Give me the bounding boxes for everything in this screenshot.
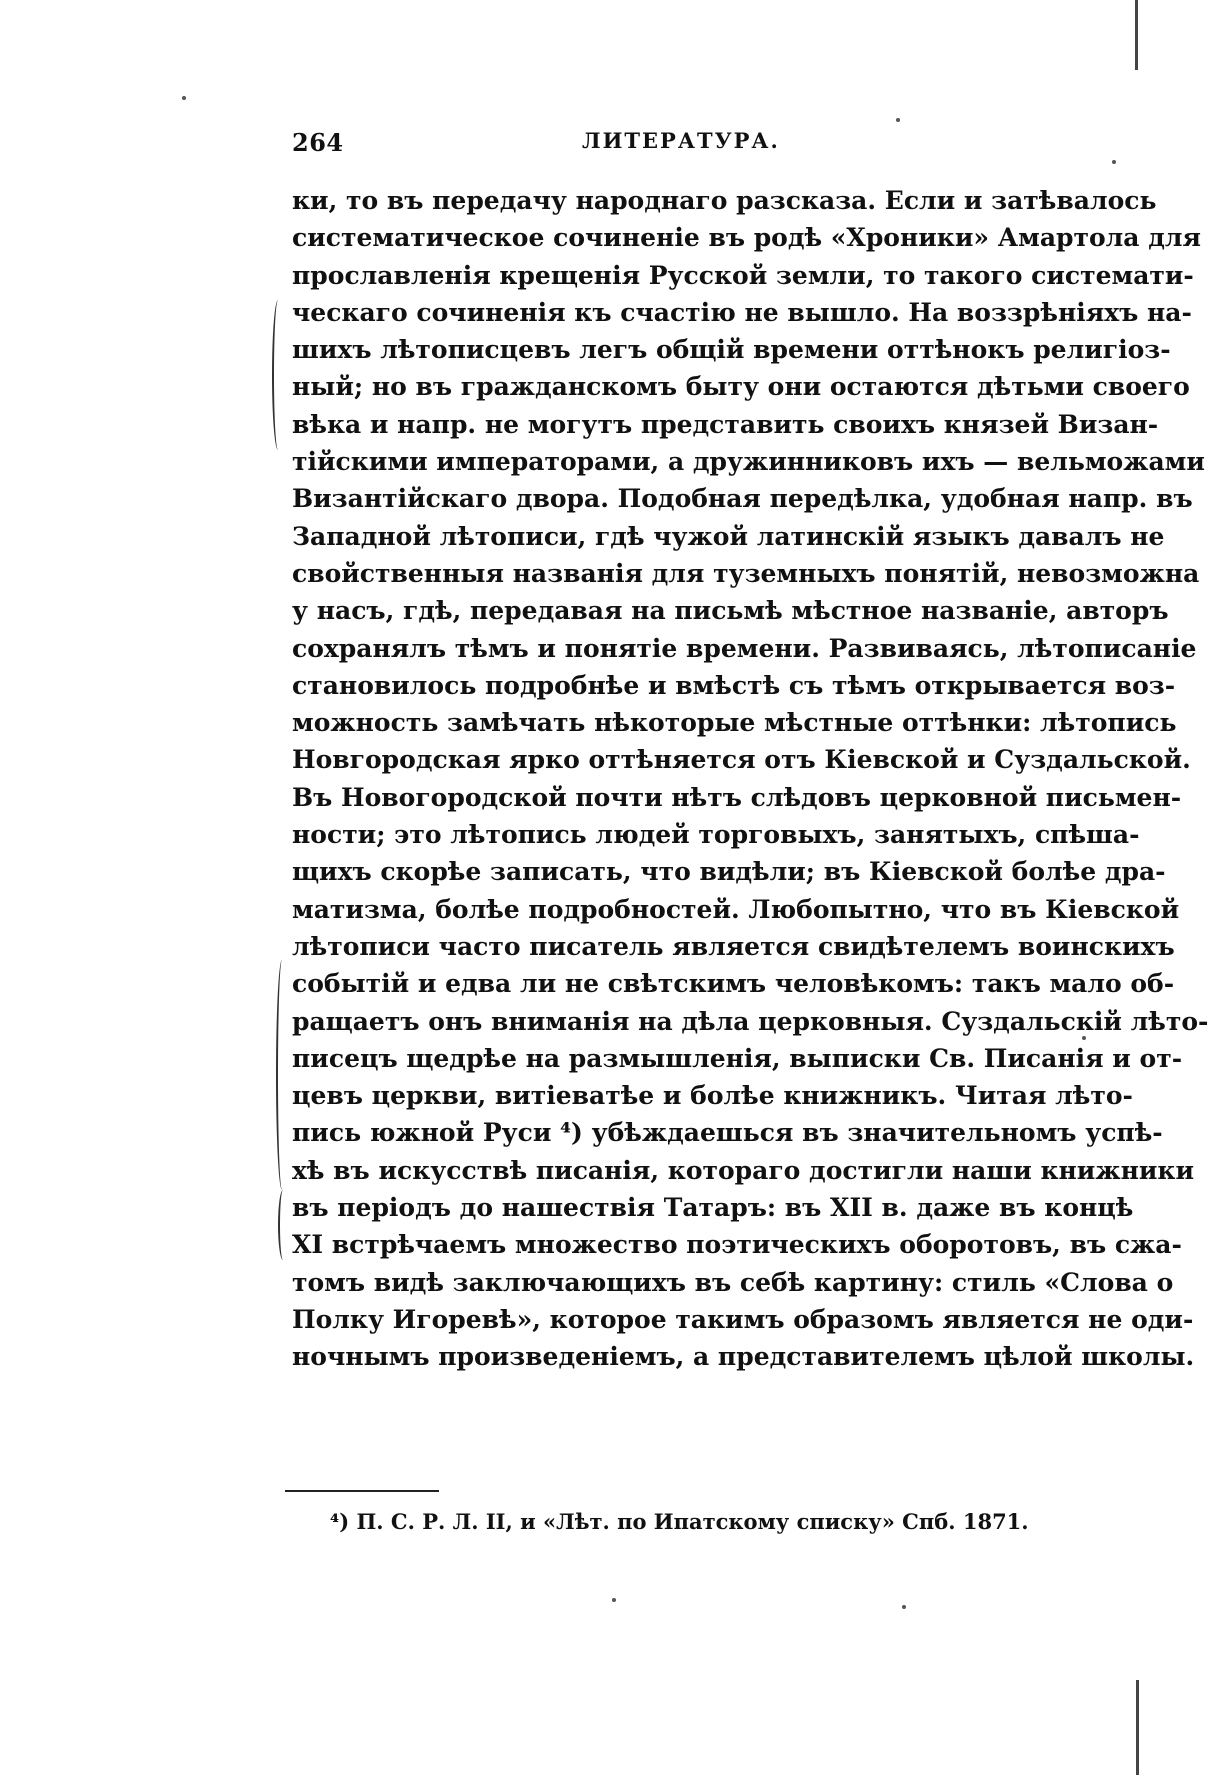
ink-speck [612,1598,616,1602]
text-line: вѣка и напр. не могутъ представить своихъ князей Визан- [292,409,1159,439]
footnote: ⁴) П. С. Р. Л. II, и «Лѣт. по Ипатскому списку» Спб. 1871. [330,1509,1029,1534]
text-line: Западной лѣтописи, гдѣ чужой латинскій языкъ давалъ не [292,521,1165,551]
text-line: у насъ, гдѣ, передавая на письмѣ мѣстное названіе, авторъ [292,596,1169,626]
body-text [292,182,1208,1376]
margin-bracket-mark [278,1190,288,1260]
text-line: томъ видѣ заключающихъ въ себѣ картину: стиль «Слова о [292,1267,1174,1297]
margin-bracket-mark [276,960,288,1190]
text-line: систематическое сочиненіе въ родѣ «Хроники» Амартола для [292,223,1201,253]
text-line: сохранялъ тѣмъ и понятіе времени. Развиваясь, лѣтописаніе [292,633,1197,663]
page-edge-line-bottom [1136,1680,1139,1775]
ink-speck [182,96,186,100]
text-line: Полку Игоревѣ», которое такимъ образомъ является не оди- [292,1304,1194,1334]
text-line: ночнымъ произведеніемъ, а представителемъ цѣлой школы. [292,1342,1195,1372]
page-number: 264 [292,128,344,157]
text-line: можность замѣчать нѣкоторые мѣстные оттѣнки: лѣтопись [292,708,1177,738]
text-line: въ періодъ до нашествія Татаръ: въ XII в. даже въ концѣ [292,1193,1134,1223]
text-line: прославленія крещенія Русской земли, то такого системати- [292,260,1194,290]
text-line: ки, то въ передачу народнаго разсказа. Если и затѣвалось [292,186,1157,215]
text-line: пись южной Руси ⁴) убѣждаешься въ значительномъ успѣ- [292,1118,1163,1148]
text-line: ращаетъ онъ вниманія на дѣла церковныя. Суздальскій лѣто- [292,1006,1208,1036]
text-line: цевъ церкви, витіеватѣе и болѣе книжникъ. Читая лѣто- [292,1081,1133,1111]
text-line: тійскими императорами, а дружинниковъ ихъ — вельможами [292,447,1205,477]
ink-speck [1082,1036,1086,1040]
text-line: ческаго сочиненія къ счастію не вышло. На воззрѣніяхъ на- [292,297,1192,327]
ink-speck [896,118,900,122]
text-line: ный; но въ гражданскомъ быту они остаются дѣтьми своего [292,372,1190,402]
text-line: Византійскаго двора. Подобная передѣлка, удобная напр. въ [292,484,1193,514]
text-line: XI встрѣчаемъ множество поэтическихъ оборотовъ, въ сжа- [292,1230,1182,1260]
text-line: хѣ въ искусствѣ писанія, котораго достигли наши книжники [292,1155,1195,1185]
text-line: Новгородская ярко оттѣняется отъ Кіевской и Суздальской. [292,745,1191,775]
page-edge-line-top [1135,0,1138,70]
ink-speck [902,1605,906,1609]
text-line: Въ Новогородской почти нѣтъ слѣдовъ церковной письмен- [292,782,1182,812]
text-line: матизма, болѣе подробностей. Любопытно, что въ Кіевской [292,894,1180,924]
text-line: писецъ щедрѣе на размышленія, выписки Св. Писанія и от- [292,1043,1183,1073]
margin-bracket-mark [272,300,284,450]
text-line: ности; это лѣтопись людей торговыхъ, занятыхъ, спѣша- [292,820,1140,850]
running-title: ЛИТЕРАТУРА. [582,128,780,153]
text-line: событій и едва ли не свѣтскимъ человѣкомъ: такъ мало об- [292,969,1175,999]
text-line: свойственныя названія для туземныхъ понятій, невозможна [292,558,1200,588]
text-line: лѣтописи часто писатель является свидѣтелемъ воинскихъ [292,931,1175,961]
text-line: становилось подробнѣе и вмѣстѣ съ тѣмъ открывается воз- [292,670,1176,700]
footnote-rule [285,1490,439,1492]
page-header [292,128,1082,162]
text-line: шихъ лѣтописцевъ легъ общій времени оттѣнокъ религіоз- [292,335,1171,365]
text-line: щихъ скорѣе записать, что видѣли; въ Кіевской болѣе дра- [292,857,1166,887]
ink-speck [1112,160,1116,164]
